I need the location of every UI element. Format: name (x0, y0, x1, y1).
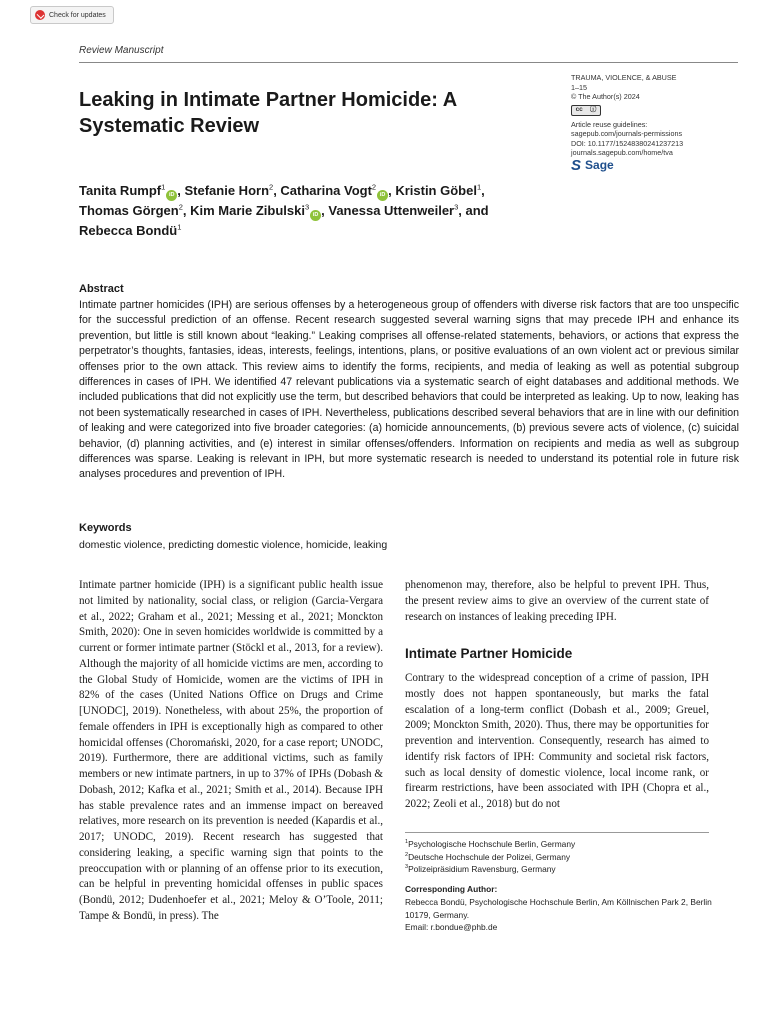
corresponding-address: Rebecca Bondü, Psychologische Hochschule Berlin, Am Köllnischen Park 2, Berlin 10179, Germany. (405, 897, 712, 920)
author-affiliation-marker: 3 (454, 202, 459, 212)
affiliation-text: Deutsche Hochschule der Polizei, Germany (408, 851, 571, 862)
abstract-heading: Abstract (79, 283, 124, 295)
corresponding-heading: Corresponding Author: (405, 884, 498, 894)
affiliation-item (405, 838, 715, 851)
sage-s-icon: S (571, 156, 582, 174)
orcid-icon[interactable]: iD (377, 190, 388, 201)
cc-license-icon[interactable]: cc ⓘ (571, 105, 601, 116)
author-name: Kristin Göbel (395, 183, 477, 198)
body-right-column-section: Contrary to the widespread conception of a crime of passion, IPH mostly does not happen spontaneously, but marks the fatal escalation of a long-term conflict (Dobash et al., 2009; Greuel, 2009; Monckton Smith, 2020). Thus, there may be opportunities for prevention and intervention. Consequently, research has aimed to identify risk factors of IPH: Community and societal risk factors, such as local density of domestic violence, local income rank, or firearm restrictions, have been associated with IPH (Chopra et al., 2022; Zeoli et al., 2018) but do not (405, 672, 709, 810)
affiliation-number: 2 (405, 851, 409, 858)
reuse-link[interactable]: sagepub.com/journals-permissions (571, 129, 683, 138)
author-affiliation-marker: 1 (161, 182, 166, 192)
author-name: Rebecca Bondü (79, 223, 178, 238)
orcid-icon[interactable]: iD (310, 210, 321, 221)
author-name: Tanita Rumpf (79, 183, 162, 198)
check-for-updates-label: Check for updates (49, 11, 106, 19)
cc-label: cc (575, 106, 583, 114)
author-affiliation-marker: 3 (304, 202, 310, 212)
journal-meta (571, 73, 751, 174)
doi[interactable]: DOI: 10.1177/15248380241237213 (571, 138, 684, 148)
article-title: Leaking in Intimate Partner Homicide: A Systematic Review (79, 89, 457, 137)
corresponding-email[interactable]: Email: r.bondue@phb.de (405, 922, 498, 932)
header-rule (79, 62, 738, 63)
corresponding-details (405, 896, 715, 934)
abstract-text: Intimate partner homicides (IPH) are serious offenses by a heterogeneous group of offenders with diverse risk factors that are too unspecific for the successful prediction of an offense. Recent research suggested several warning signs that may precede IPH and enhance its prevention, but little is still known about “leaking.” Leaking comprises all offense-related statements, behaviors, or actions that express the perpetrator’s thoughts, fantasies, ideas, interests, feelings, intentions, plans, or positive evaluations of an own violent act or previous similar offenses prior to the own attack. This review aims to identify the forms, recipients, and media of leaking as well as potential subgroup differences in cases of IPH. We identified 47 relevant publications via a systematic search of eight databases and additional methods. We included publications that did not explicitly use the term, but described behaviors that could be interpreted as leaking. Up to now, leaking has not been systematically researched in cases of IPH. Nevertheless, publications described several behaviors that are in line with our definition of leaking and were categorized into five broader categories: (a) homicide announcements, (b) previous severe acts of violence, (c) suicidal behavior, (d) planning activities, and (e) interest in similar offenses/offenders. Information on recipients and media as well as subgroup differences was sparse. Leaking is relevant in IPH, but more systematic research is needed to understand its potential role in future risk analyses procedures and prevention of IPH. (79, 299, 739, 481)
publisher-name: Sage (585, 157, 614, 172)
check-icon (35, 10, 45, 20)
author-list: Tanita Rumpf$^1$iD , Stefanie Horn$^2$, Catharina Vogt$^2$iD , Kristin Göbel$^1$, Thomas Görgen$^2$, Kim Marie Zibulski$^3$iD , Vanessa Uttenweiler$^3$, and Rebecca Bondü$^1$ (79, 182, 489, 238)
affiliation-text: Psychologische Hochschule Berlin, Germany (408, 839, 576, 849)
journal-home-link[interactable]: journals.sagepub.com/home/tva (571, 148, 673, 157)
author-affiliation-marker: 1 (177, 222, 182, 232)
reuse-label: Article reuse guidelines: (571, 119, 648, 129)
affiliation-item (405, 851, 715, 864)
author-affiliation-marker: 2 (178, 202, 183, 212)
author-name: Catharina Vogt (280, 183, 372, 198)
body-right-column-intro: phenomenon may, therefore, also be helpful to prevent IPH. Thus, the present review aims to give an overview of the current state of research on instances of leaking preceding IPH. (405, 579, 709, 623)
author-name: Kim Marie Zibulski (190, 203, 305, 218)
check-for-updates-button[interactable] (30, 6, 114, 24)
orcid-icon[interactable]: iD (166, 190, 177, 201)
author-name: Stefanie Horn (184, 183, 270, 198)
affiliation-number: 3 (405, 864, 409, 871)
affiliation-list (405, 838, 715, 876)
running-head: Review Manuscript (79, 45, 164, 56)
section-heading: Intimate Partner Homicide (405, 646, 573, 661)
page-range: 1–15 (571, 82, 587, 92)
body-left-column: Intimate partner homicide (IPH) is a significant public health issue not limited by nationality, social class, or religion (Garcia-Vergara et al., 2022; Graham et al., 2021; Messing et al., 2021; Monckton Smith, 2020): One in seven homicides worldwide is committed by a current or former intimate partner (Stöckl et al., 2013, for a review). Although the majority of all homicide victims are men, according to the Global Study of Homicide, women are the victims of IPH in 82% of the cases (United Nations Office on Drugs and Crime [UNODC], 2019). Nonetheless, with about 25%, the proportion of female offenders in IPH is exceptionally high as compared to other homicidal offenses (Choromański, 2020, for a case report; UNODC, 2019). Furthermore, there are additional victims, such as family members or new intimate partners, in up to 37% of IPHs (Dobash & Dobash, 2012; Kafka et al., 2021; Smith et al., 2014). Because IPH has stable prevalence rates and an immense impact on bereaved relatives, more research on its prevention is needed (Kapardis et al., 2017; UNODC, 2019). Recent research has suggested that considering leaking, a specific warning sign that points to the preoccupation with or planning of an offense prior to its execution, can be helpful in preventing homicidal offenses in public spaces (Bondü, 2012; Dudenhoefer et al., 2021; Meloy & O’Toole, 2011; Tampe & Bondü, in press). The (79, 579, 383, 922)
author-affiliation-marker: 1 (476, 182, 482, 192)
author-affiliation-marker: 2 (371, 182, 377, 192)
author-name: Thomas Görgen (79, 203, 179, 218)
footnote-rule (405, 832, 709, 833)
author-name: Vanessa Uttenweiler (328, 203, 455, 218)
sage-logo (571, 156, 751, 174)
affiliation-item (405, 863, 715, 876)
affiliation-number: 1 (405, 839, 409, 846)
keywords-text: domestic violence, predicting domestic violence, homicide, leaking (79, 539, 388, 551)
journal-name: TRAUMA, VIOLENCE, & ABUSE (571, 73, 677, 82)
copyright: © The Author(s) 2024 (571, 92, 640, 101)
keywords-heading: Keywords (79, 522, 132, 534)
author-affiliation-marker: 2 (269, 182, 274, 192)
affiliation-text: Polizeipräsidium Ravensburg, Germany (408, 864, 556, 874)
